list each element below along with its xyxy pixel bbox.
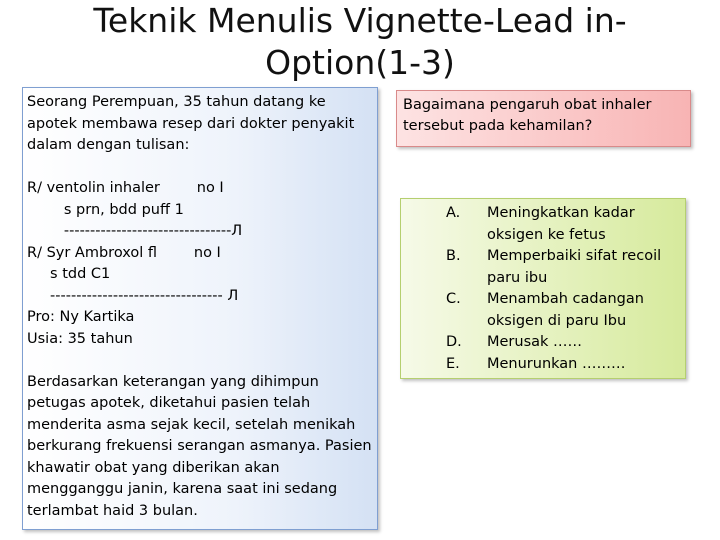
slide-title bbox=[0, 0, 720, 84]
spacer bbox=[27, 350, 373, 372]
option-letter: C. bbox=[446, 291, 461, 307]
spacer bbox=[27, 157, 373, 179]
option-text: Memperbaiki sifat recoil paru ibu bbox=[487, 248, 662, 286]
rx-line-1: R/ ventolin inhaler no I bbox=[27, 180, 224, 196]
option-text: Meningkatkan kadar oksigen ke fetus bbox=[487, 205, 635, 243]
vignette-box bbox=[22, 87, 378, 530]
patient-age: Usia: 35 tahun bbox=[27, 330, 133, 347]
lead-in-question: Bagaimana pengaruh obat inhaler tersebut pada kehamilan? bbox=[403, 97, 652, 134]
rx-line-5: s tdd C1 bbox=[27, 266, 111, 282]
option-text: Menambah cadangan oksigen di paru Ibu bbox=[487, 291, 644, 329]
rx-line-6: --------------------------------- Л bbox=[27, 287, 239, 304]
option-letter: E. bbox=[446, 356, 460, 372]
rx-line-2: s prn, bdd puff 1 bbox=[27, 201, 184, 218]
option-text: Menurunkan ……… bbox=[487, 356, 626, 372]
rx-line-3: --------------------------------Л bbox=[27, 223, 243, 239]
option-letter: A. bbox=[446, 205, 461, 221]
vignette-intro: Seorang Perempuan, 35 tahun datang ke apotek membawa resep dari dokter penyakit dalam dengan tulisan: bbox=[27, 94, 355, 153]
slide-title-line-1: Teknik Menulis Vignette-Lead in- bbox=[93, 1, 627, 40]
prescription bbox=[27, 178, 373, 350]
lead-in-question-box bbox=[396, 90, 691, 147]
option-letter: B. bbox=[446, 248, 461, 264]
option-letter: D. bbox=[446, 334, 462, 350]
option-text: Merusak …… bbox=[487, 334, 583, 350]
patient-name: Pro: Ny Kartika bbox=[27, 309, 135, 325]
vignette-paragraph: Berdasarkan keterangan yang dihimpun petugas apotek, diketahui pasien telah menderita asma sejak kecil, setelah menikah berkurang frekuensi serangan asmanya. Pasien khawatir obat yang diberikan akan mengganggu janin, karena saat ini sedang terlambat haid 3 bulan. bbox=[27, 373, 372, 519]
slide-title-line-2: Option(1-3) bbox=[265, 43, 455, 82]
options-box bbox=[400, 198, 686, 379]
rx-line-4: R/ Syr Ambroxol fl no I bbox=[27, 244, 221, 261]
